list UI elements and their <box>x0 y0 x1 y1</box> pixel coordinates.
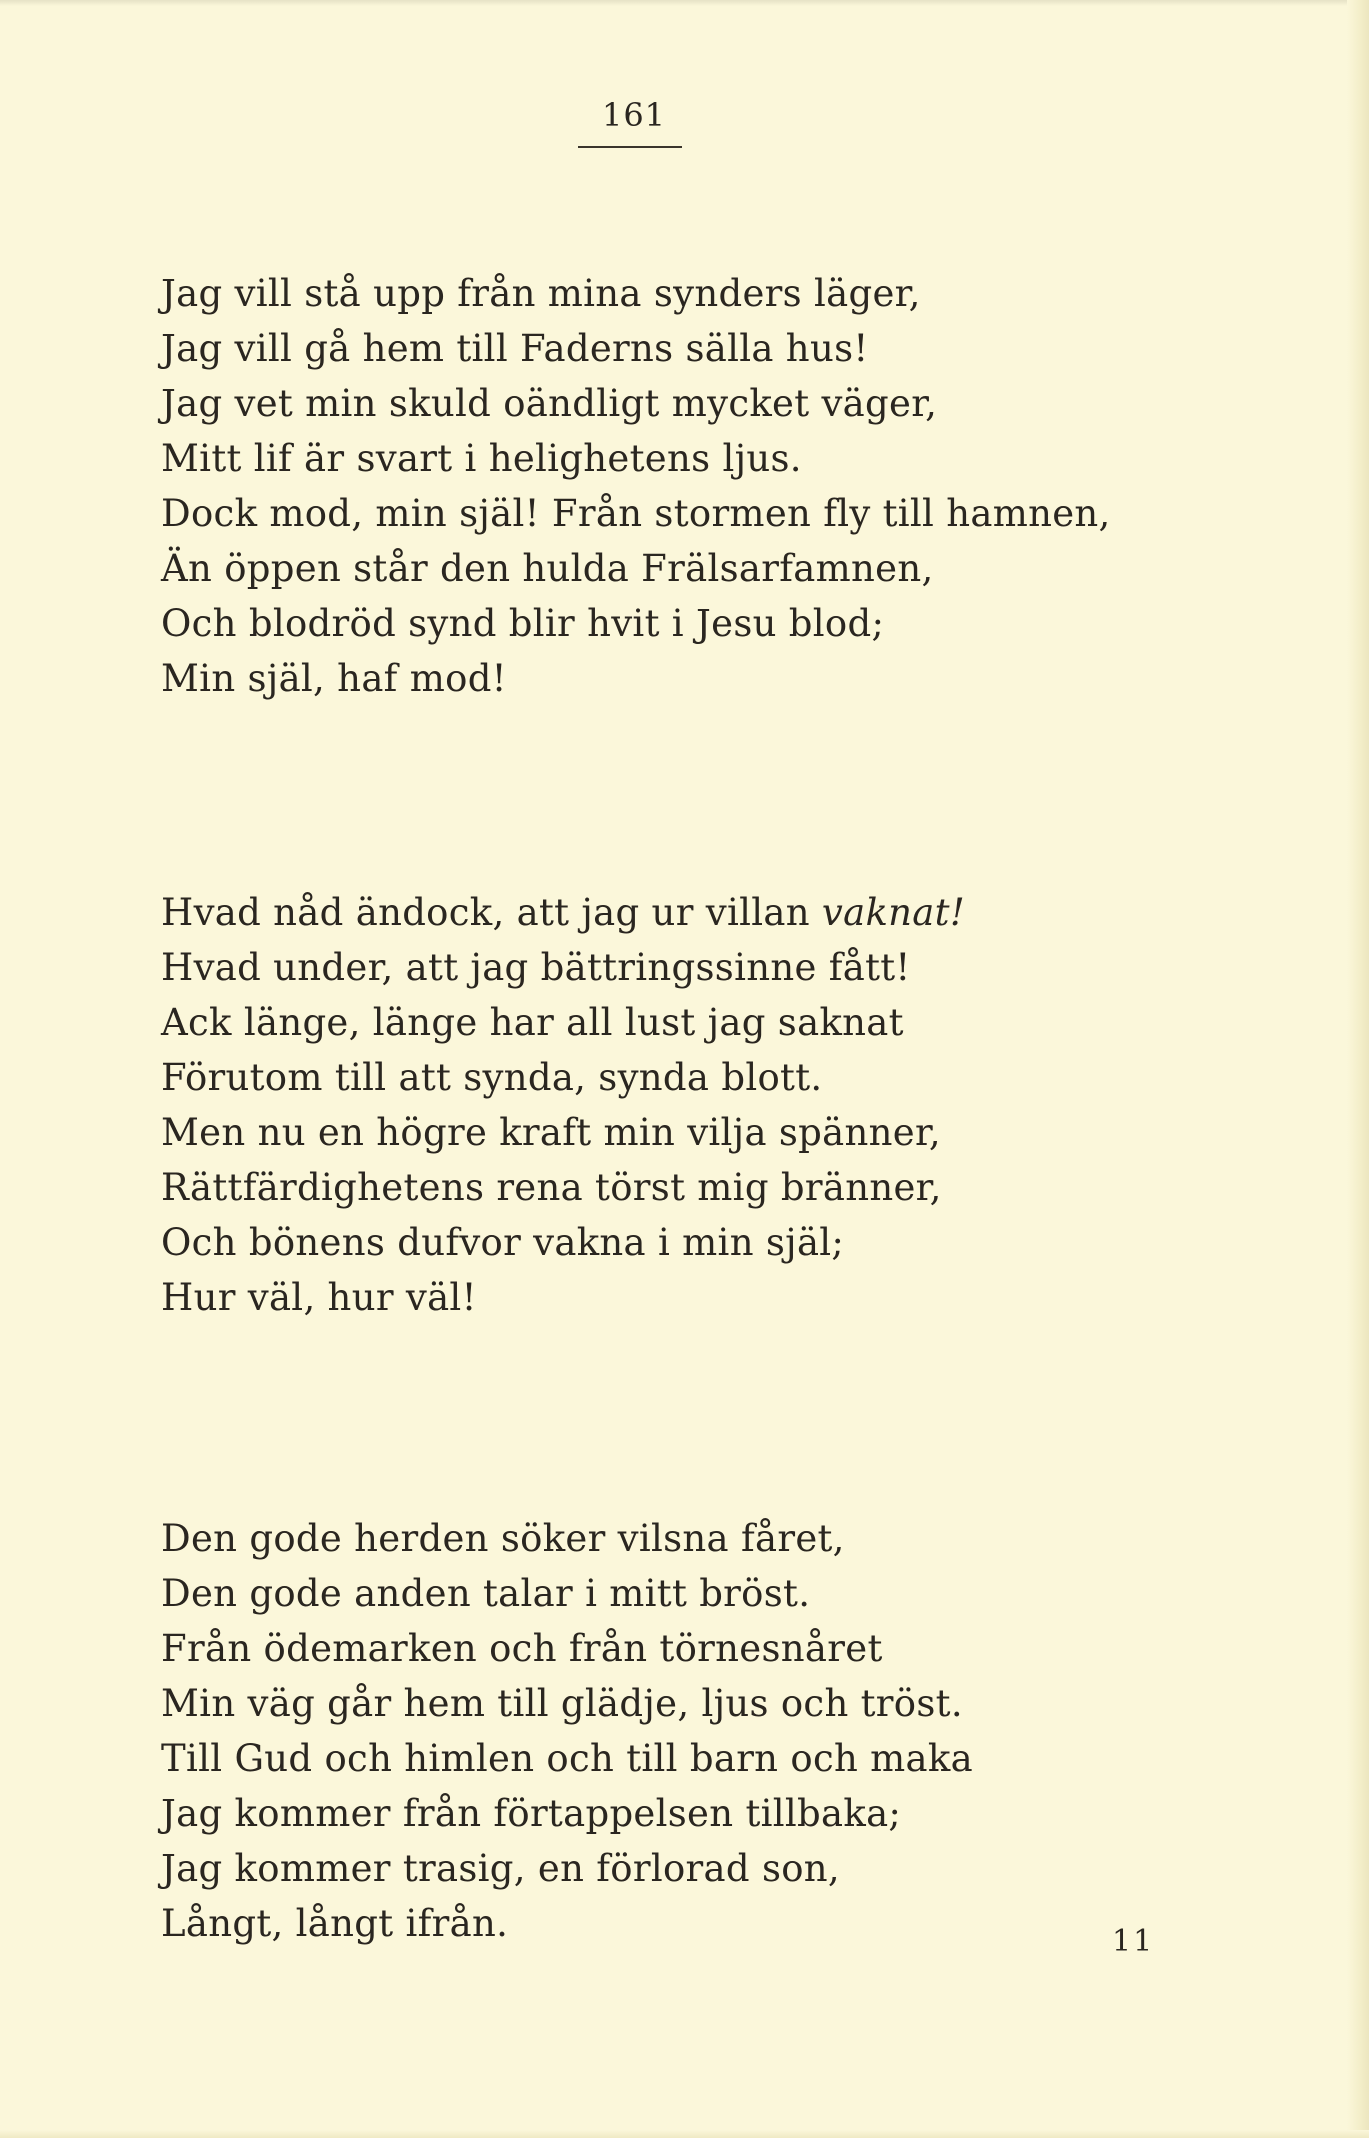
signature-mark: 11 <box>1112 1924 1155 1959</box>
verse-line: Jag kommer trasig, en förlorad son, <box>161 1847 840 1890</box>
verse-line: Och bönens dufvor vakna i min själ; <box>161 1221 845 1264</box>
verse-line: Hur väl, hur väl! <box>161 1276 477 1319</box>
page-number-underline <box>578 146 682 148</box>
verse-line: Men nu en högre kraft min vilja spänner, <box>161 1111 941 1154</box>
verse-line: Och blodröd synd blir hvit i Jesu blod; <box>161 602 885 645</box>
verse-line: Den gode anden talar i mitt bröst. <box>161 1572 811 1615</box>
page-number: 161 <box>601 96 667 134</box>
verse-line: Jag kommer från förtappelsen tillbaka; <box>161 1792 902 1835</box>
verse-line-with-italic <box>161 885 965 940</box>
verse-line: Ack länge, länge har all lust jag saknat <box>161 1001 904 1044</box>
verse-line: Min väg går hem till glädje, ljus och tröst. <box>161 1682 963 1725</box>
verse-line: Jag vill gå hem till Faderns sälla hus! <box>161 327 869 370</box>
verse-line: Jag vet min skuld oändligt mycket väger, <box>161 382 938 425</box>
verse-line: Till Gud och himlen och till barn och maka <box>161 1737 973 1780</box>
stanza-2 <box>161 885 965 1325</box>
stanza-3 <box>161 1511 973 1951</box>
verse-line: Jag vill stå upp från mina synders läger, <box>161 272 921 315</box>
verse-line: Långt, långt ifrån. <box>161 1902 509 1945</box>
verse-line-text: Hvad nåd ändock, att jag ur villan <box>161 891 822 934</box>
verse-line: Mitt lif är svart i helighetens ljus. <box>161 437 802 480</box>
page-edge-right <box>1347 0 1369 2138</box>
verse-line: Från ödemarken och från törnesnåret <box>161 1627 883 1670</box>
verse-line: Hvad under, att jag bättringssinne fått! <box>161 946 911 989</box>
page-edge-top <box>0 0 1369 6</box>
verse-line: Förutom till att synda, synda blott. <box>161 1056 823 1099</box>
verse-line: Min själ, haf mod! <box>161 657 507 700</box>
verse-italic-word: vaknat! <box>821 891 965 934</box>
verse-line: Rättfärdighetens rena törst mig bränner, <box>161 1166 942 1209</box>
page-edge-bottom <box>0 2130 1369 2138</box>
stanza-1 <box>161 266 1111 706</box>
verse-line: Dock mod, min själ! Från stormen fly till hamnen, <box>161 492 1111 535</box>
verse-line: Den gode herden söker vilsna fåret, <box>161 1517 845 1560</box>
verse-line: Än öppen står den hulda Frälsarfamnen, <box>161 547 934 590</box>
